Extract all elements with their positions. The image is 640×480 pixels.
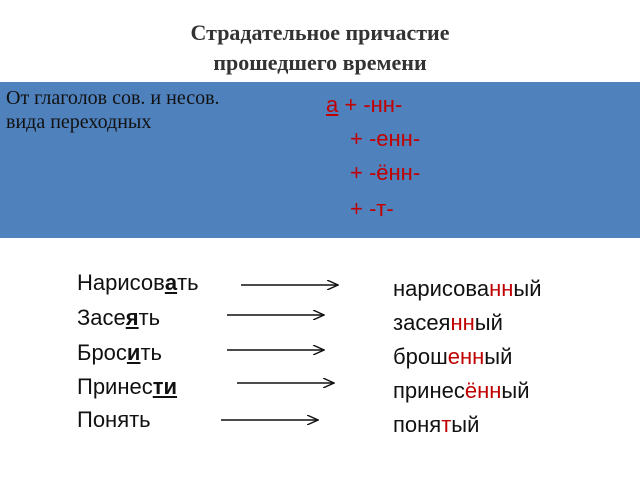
suffix-enn: + -енн-	[350, 126, 421, 151]
participle-item	[393, 412, 479, 438]
participle-suffix: нн	[489, 276, 514, 301]
verb-stem: Принес	[77, 374, 153, 399]
verb-stem: Нарисов	[77, 270, 165, 295]
participle-ending: ый	[484, 344, 513, 369]
verb-ending: ть	[177, 270, 199, 295]
verb-stem: Понять	[77, 407, 151, 432]
verb-stem: Брос	[77, 340, 127, 365]
participle-suffix: енн	[447, 344, 485, 369]
rule-line-1: От глаголов сов. и несов.	[6, 87, 220, 109]
stem-vowel: а	[326, 92, 339, 117]
verb-stem: Засе	[77, 305, 126, 330]
participle-ending: ый	[474, 310, 503, 335]
verb-stem-vowel: ти	[152, 374, 178, 399]
participle-stem: засея	[393, 310, 451, 335]
participle-suffix: ённ	[464, 378, 502, 403]
participle-suffix: нн	[450, 310, 475, 335]
participle-item	[393, 310, 503, 336]
participle-item	[393, 378, 529, 404]
participle-stem: нарисова	[393, 276, 490, 301]
verb-stem-vowel: а	[164, 270, 178, 295]
verb-ending: ть	[140, 340, 162, 365]
participle-ending: ый	[501, 378, 530, 403]
participle-suffix: т	[441, 412, 452, 437]
participle-item	[393, 276, 542, 302]
suffix-t: + -т-	[350, 196, 394, 221]
participle-stem: принес	[393, 378, 465, 403]
participle-item	[393, 344, 512, 370]
verb-ending: ть	[138, 305, 161, 330]
participle-stem: поня	[393, 412, 442, 437]
suffix-nn: + -нн-	[338, 92, 403, 117]
verb-stem-vowel: и	[126, 340, 141, 365]
participle-ending: ый	[451, 412, 480, 437]
title-line-2: прошедшего времени	[213, 50, 427, 75]
participle-stem: брош	[393, 344, 448, 369]
rule-line-2: вида переходных	[6, 111, 152, 133]
suffix-yonn: + -ённ-	[350, 160, 421, 185]
verb-stem-vowel: я	[125, 305, 139, 330]
title-line-1: Страдательное причастие	[190, 20, 450, 45]
participle-ending: ый	[513, 276, 542, 301]
